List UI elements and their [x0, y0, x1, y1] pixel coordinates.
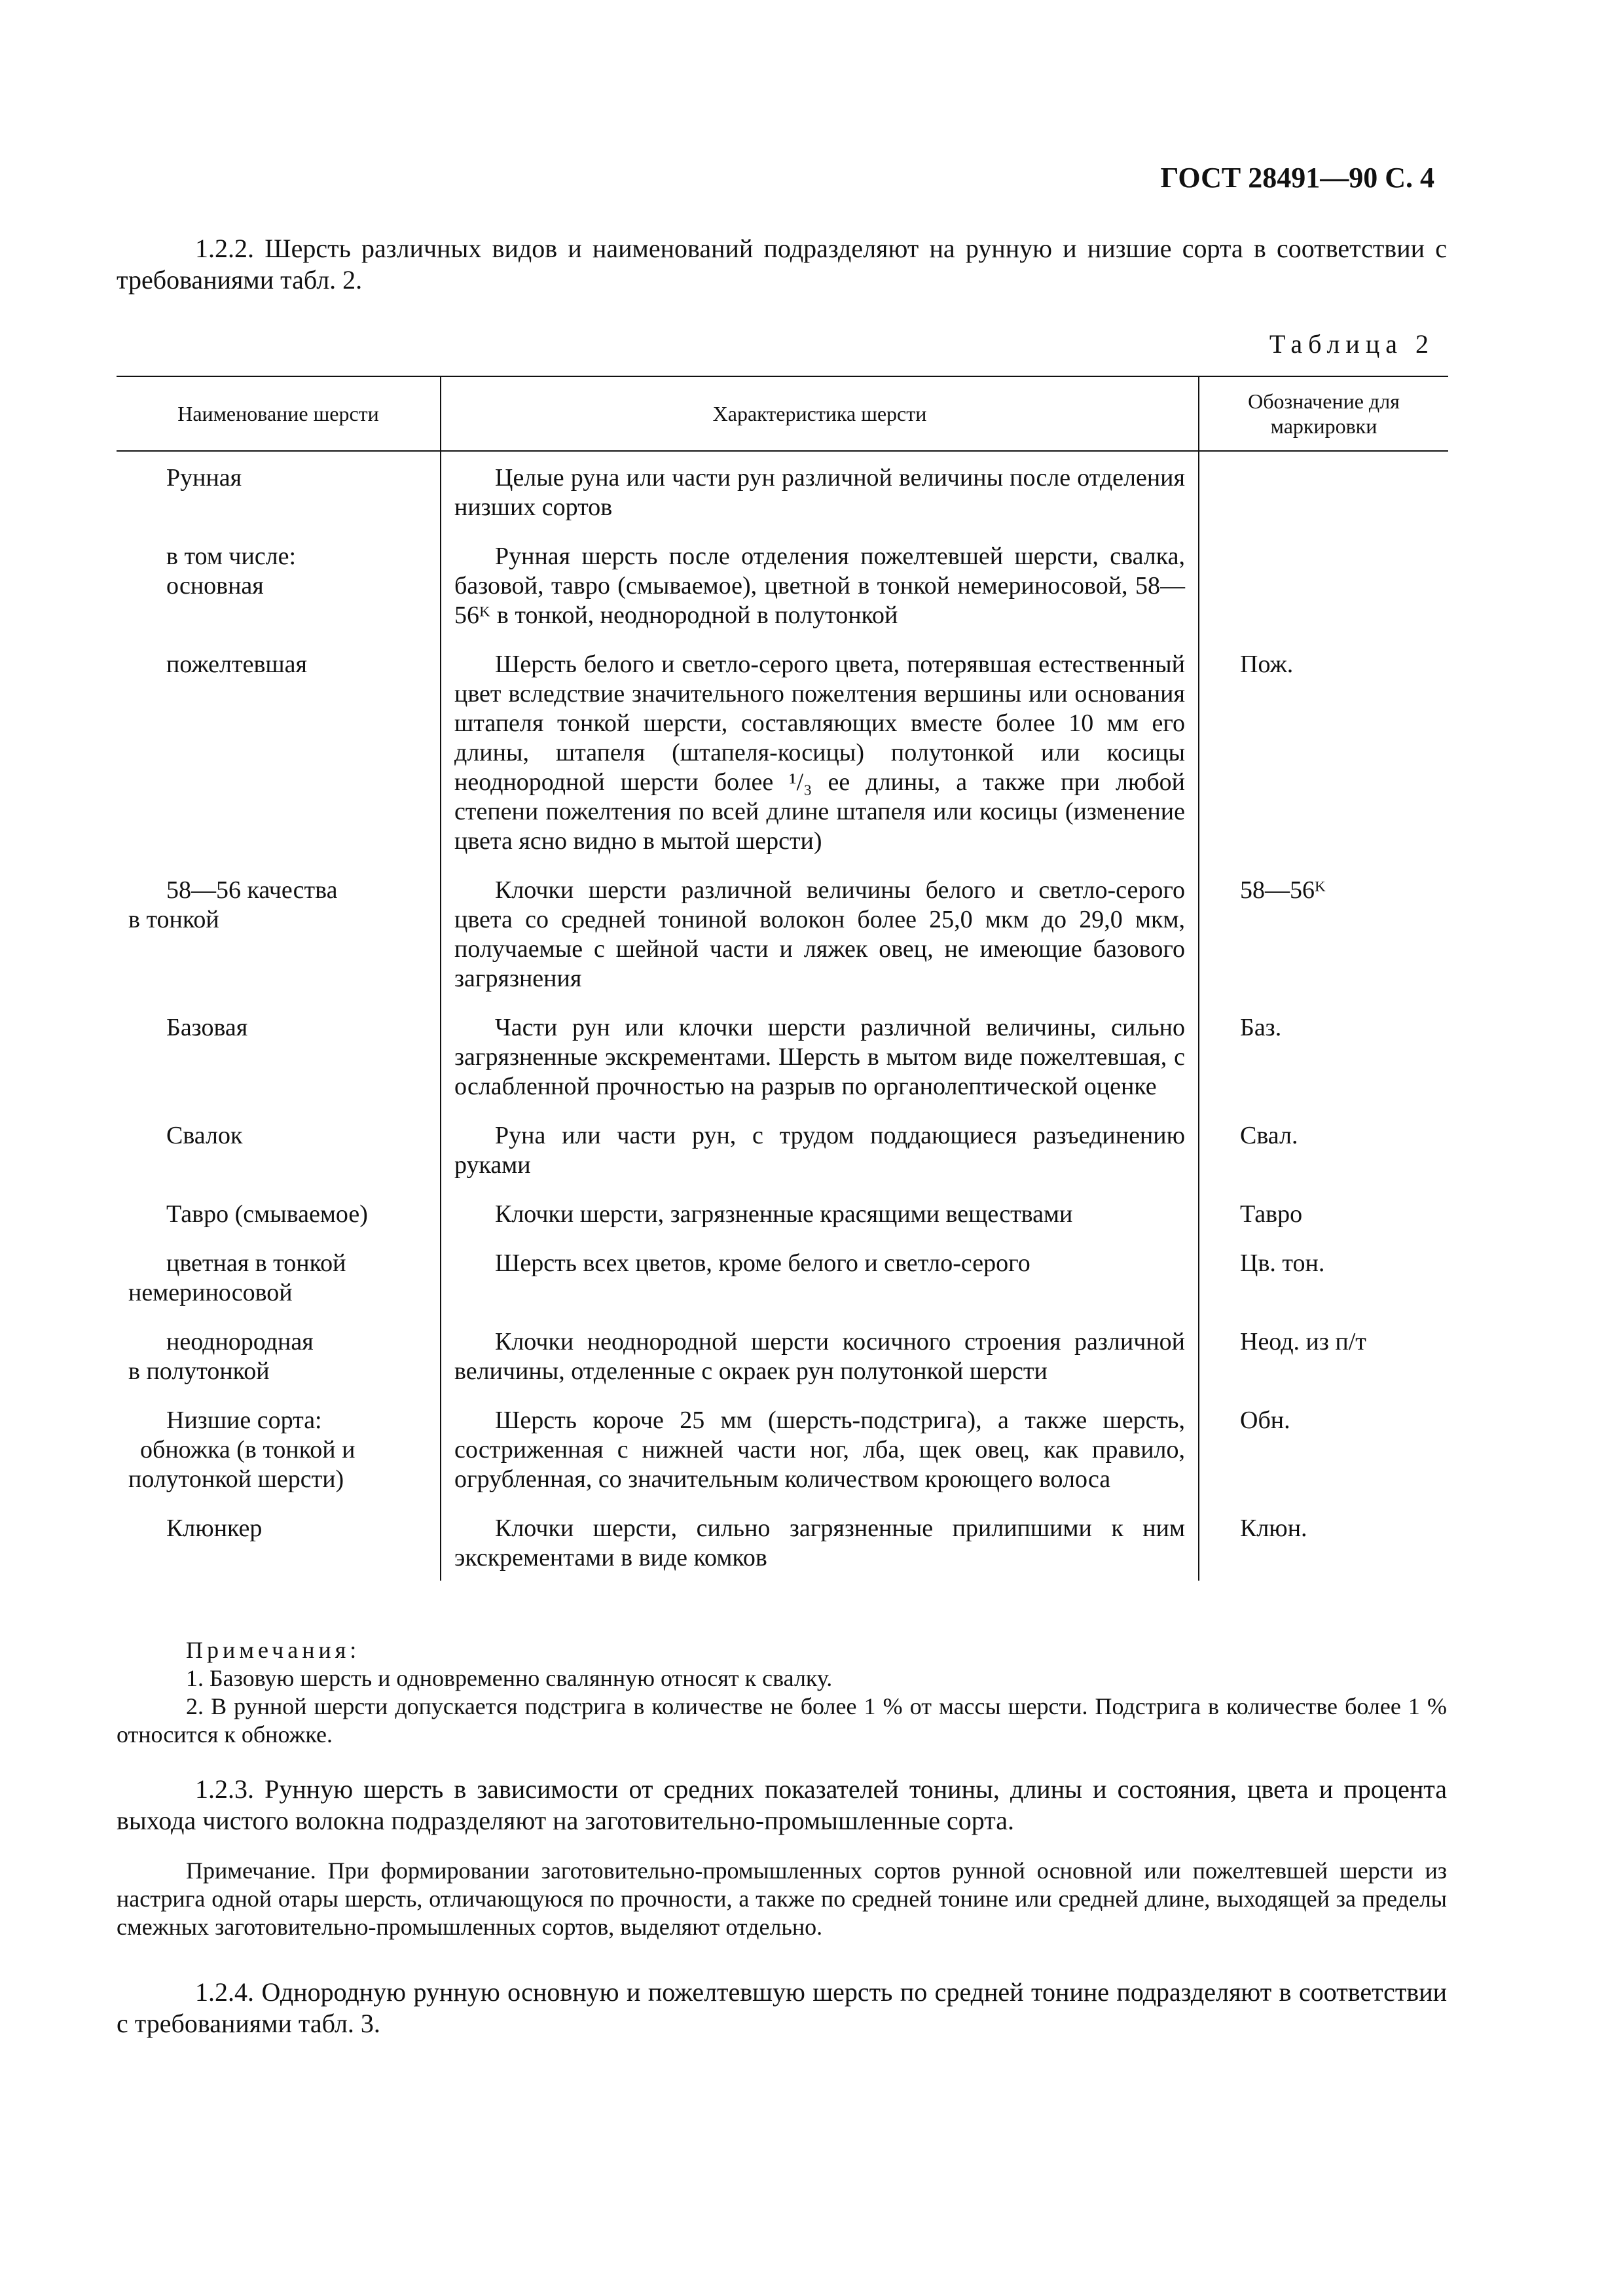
wool-table [117, 376, 1448, 1581]
wool-name-cell [117, 1327, 441, 1406]
wool-description-cell: Клочки шерсти, сильно загрязненные прилипшими к ним экскрементами в виде комков [441, 1514, 1199, 1581]
wool-name-line: неоднородная [166, 1328, 314, 1355]
table-caption: Таблица 2 [1269, 329, 1434, 359]
paragraph-1-2-2: 1.2.2. Шерсть различных видов и наименований подразделяют на рунную и низшие сорта в соответствии с требованиями табл. 2. [117, 234, 1447, 295]
marking-cell: Обн. [1240, 1407, 1290, 1434]
table-row [117, 1249, 1448, 1327]
note-label: Примечание. [186, 1857, 316, 1884]
table-row [117, 1514, 1448, 1581]
wool-name-line: Рунная [166, 464, 242, 492]
wool-name-cell [117, 1200, 441, 1249]
header-description: Характеристика шерсти [441, 376, 1199, 451]
wool-description-cell: Шерсть белого и светло-серого цвета, потерявшая естественный цвет вследствие значительного пожелтения вершины или основания штапеля тонкой шерсти, составляющих вместе более 10 мм его длины, штапеля (штапеля-косицы) полутонкой или косицы неоднородной шерсти более ¹/₃ ее длины, а также при любой степени пожелтения по всей длине штапеля или косицы (изменение цвета ясно видно в мытой шерсти) [441, 650, 1199, 876]
marking-cell: Свал. [1240, 1122, 1298, 1149]
wool-name-line: 58—56 качества [166, 876, 338, 904]
wool-description-cell: Руна или части рун, с трудом поддающиеся разъединению руками [441, 1121, 1199, 1200]
wool-name-line: в тонкой [128, 906, 219, 933]
wool-description-cell: Клочки неоднородной шерсти косичного строения различной величины, отделенные с окраек рун полутонкой шерсти [441, 1327, 1199, 1406]
wool-name-line: полутонкой шерсти) [128, 1465, 344, 1493]
table-row [117, 650, 1448, 876]
wool-name-line: Базовая [166, 1014, 248, 1041]
note-text: При формировании заготовительно-промышленных сортов рунной основной или пожелтевшей шерсти из настрига одной отары шерсть, отличающуюся по прочности, а также по средней тонине или средней длине, выходящей за пределы смежных заготовительно-промышленных сортов, выделяют отдельно. [117, 1857, 1447, 1940]
wool-name-cell [117, 542, 441, 650]
table-row [117, 1200, 1448, 1249]
marking-cell: Баз. [1240, 1014, 1282, 1041]
wool-name-line: Тавро (смываемое) [166, 1200, 368, 1228]
wool-name-cell [117, 1249, 441, 1327]
wool-name-line: немериносовой [128, 1279, 293, 1306]
note-2: 2. В рунной шерсти допускается подстрига в количестве не более 1 % от массы шерсти. Подстрига в количестве более 1 % относится к обножке. [117, 1693, 1447, 1748]
notes-title: Примечания: [186, 1637, 361, 1663]
wool-name-line: в том числе: [166, 543, 297, 570]
wool-name-line: Свалок [166, 1122, 243, 1149]
wool-name-line: в полутонкой [128, 1357, 270, 1385]
wool-name-cell [117, 1121, 441, 1200]
wool-description-cell: Рунная шерсть после отделения пожелтевшей шерсти, свалка, базовой, тавро (смываемое), цветной в тонкой немериносовой, 58—56ᴷ в тонкой, неоднородной в полутонкой [441, 542, 1199, 650]
marking-cell: 58—56ᴷ [1240, 876, 1326, 904]
table-notes [117, 1636, 1447, 1749]
table-row [117, 1327, 1448, 1406]
wool-name-line: основная [166, 572, 264, 600]
paragraph-1-2-4: 1.2.4. Однородную рунную основную и пожелтевшую шерсть по средней тонине подразделяют в соответствии с требованиями табл. 3. [117, 1977, 1447, 2038]
table-row [117, 1121, 1448, 1200]
wool-name-cell [117, 1514, 441, 1581]
table-row [117, 542, 1448, 650]
table-header-row [117, 376, 1448, 451]
wool-description-cell: Шерсть короче 25 мм (шерсть-подстрига), а также шерсть, состриженная с нижней части ног, лба, щек овец, как правило, огрубленная, со значительным количеством кроющего волоса [441, 1406, 1199, 1514]
table-row [117, 451, 1448, 542]
wool-description-cell: Части рун или клочки шерсти различной величины, сильно загрязненные экскрементами. Шерсть в мытом виде пожелтевшая, с ослабленной прочностью на разрыв по органолептической оценке [441, 1013, 1199, 1121]
wool-name-cell [117, 650, 441, 876]
note-1: 1. Базовую шерсть и одновременно свалянную относят к свалку. [186, 1665, 833, 1691]
table-body [117, 451, 1448, 1581]
header-marking: Обозначение для маркировки [1199, 376, 1448, 451]
marking-cell: Пож. [1240, 651, 1294, 678]
wool-name-line: Клюнкер [166, 1515, 263, 1542]
wool-name-cell [117, 1406, 441, 1514]
marking-cell: Клюн. [1240, 1515, 1307, 1542]
marking-cell [1199, 542, 1448, 650]
wool-name-cell [117, 1013, 441, 1121]
table-row [117, 1406, 1448, 1514]
wool-name-line: цветная в тонкой [166, 1249, 346, 1277]
wool-description-cell: Клочки шерсти, загрязненные красящими веществами [441, 1200, 1199, 1249]
wool-name-line: Низшие сорта: [166, 1407, 322, 1434]
marking-cell: Тавро [1240, 1200, 1303, 1228]
wool-description-cell: Шерсть всех цветов, кроме белого и светло-серого [441, 1249, 1199, 1327]
note-1-2-3 [117, 1857, 1447, 1941]
marking-cell: Неод. из п/т [1240, 1328, 1366, 1355]
wool-name-cell [117, 876, 441, 1013]
table-row [117, 1013, 1448, 1121]
wool-description-cell: Клочки шерсти различной величины белого и светло-серого цвета со средней тониной волокон более 25,0 мкм до 29,0 мкм, получаемые с шейной части и ляжек овец, не имеющие базового загрязнения [441, 876, 1199, 1013]
marking-cell [1199, 451, 1448, 542]
wool-name-cell [117, 451, 441, 542]
wool-name-line: обножка (в тонкой и [140, 1436, 356, 1463]
page-header: ГОСТ 28491—90 С. 4 [1160, 162, 1434, 194]
wool-description-cell: Целые руна или части рун различной величины после отделения низших сортов [441, 451, 1199, 542]
wool-name-line: пожелтевшая [166, 651, 307, 678]
header-name: Наименование шерсти [117, 376, 441, 451]
marking-cell: Цв. тон. [1240, 1249, 1325, 1277]
paragraph-1-2-3: 1.2.3. Рунную шерсть в зависимости от средних показателей тонины, длины и состояния, цвета и процента выхода чистого волокна подразделяют на заготовительно-промышленные сорта. [117, 1774, 1447, 1835]
table-row [117, 876, 1448, 1013]
